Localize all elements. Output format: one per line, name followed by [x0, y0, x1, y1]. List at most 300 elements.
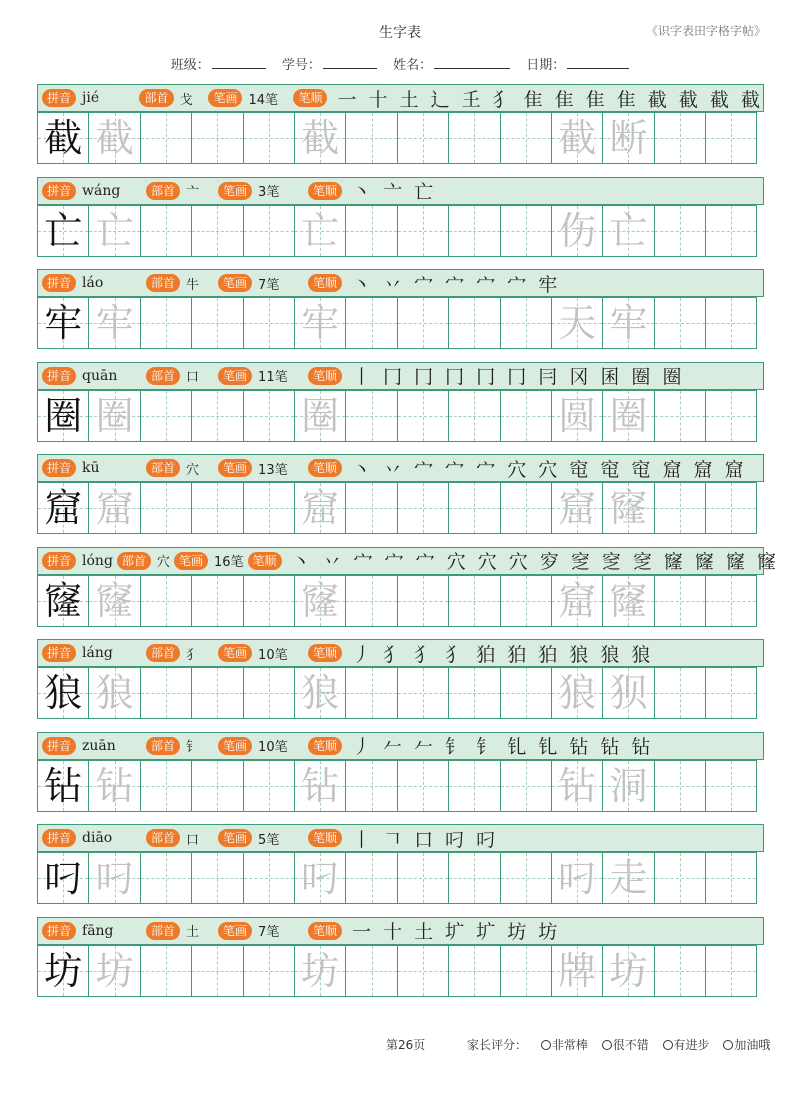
word-character-1: 狼	[558, 671, 597, 715]
blank-practice-cell[interactable]	[655, 297, 706, 349]
character-info-header	[37, 639, 764, 667]
blank-practice-cell[interactable]	[346, 482, 397, 534]
word-character-2: 走	[609, 856, 648, 900]
practice-cell[interactable]	[552, 482, 603, 534]
character-info-header	[37, 824, 764, 852]
radical-label: 部首	[139, 89, 173, 107]
name-field[interactable]	[393, 58, 510, 73]
parent-rating-label: 家长评分：	[467, 1038, 528, 1052]
character-info-header	[37, 177, 764, 205]
practice-cell[interactable]	[295, 112, 346, 164]
word-character-2: 圈	[609, 393, 648, 438]
blank-practice-cell[interactable]	[346, 945, 397, 997]
practice-cell[interactable]	[552, 945, 603, 997]
strokes-label: 笔画	[218, 644, 252, 662]
practice-cell[interactable]	[603, 482, 654, 534]
blank-practice-cell[interactable]	[398, 482, 449, 534]
pinyin-value: lóng	[82, 552, 113, 569]
blank-practice-cell[interactable]	[655, 482, 706, 534]
blank-practice-cell[interactable]	[449, 667, 500, 719]
practice-cell[interactable]	[552, 205, 603, 257]
blank-practice-cell[interactable]	[655, 205, 706, 257]
word-character-2: 亡	[609, 208, 648, 253]
strokes-label: 笔画	[218, 459, 252, 477]
stroke-order-sequence: 一 十 土 ⻌ 𡈼 ⺨ 隹 隹 隹 隹 截 截 截 截	[337, 88, 763, 111]
stroke-order-sequence: 丶 亠 亡	[352, 181, 437, 203]
blank-practice-cell[interactable]	[398, 945, 449, 997]
stroke-order-label: 笔顺	[293, 89, 327, 107]
blank-practice-cell[interactable]	[706, 482, 757, 534]
blank-practice-cell[interactable]	[655, 852, 706, 904]
practice-cell[interactable]	[89, 297, 140, 349]
radical-label: 部首	[146, 274, 180, 292]
practice-cell[interactable]	[603, 760, 654, 812]
practice-cell[interactable]	[38, 205, 89, 257]
word-character-2: 狈	[609, 671, 648, 715]
trace-character: 窟	[301, 486, 340, 530]
blank-practice-cell[interactable]	[449, 482, 500, 534]
model-character: 亡	[44, 208, 83, 253]
word-character-1: 窟	[558, 578, 597, 623]
character-info-header	[37, 547, 780, 575]
model-character: 窿	[44, 578, 83, 623]
practice-cell[interactable]	[603, 852, 654, 904]
practice-cell[interactable]	[552, 760, 603, 812]
model-character: 圈	[44, 393, 83, 438]
stroke-count-value: 11笔	[258, 370, 288, 385]
blank-practice-cell[interactable]	[346, 852, 397, 904]
practice-cell[interactable]	[38, 482, 89, 534]
tian-zi-ge-grid	[37, 852, 765, 904]
rating-option-good[interactable]	[602, 1038, 649, 1052]
practice-cell[interactable]	[552, 667, 603, 719]
blank-practice-cell[interactable]	[192, 297, 243, 349]
stroke-count-value: 3笔	[258, 185, 280, 200]
blank-practice-cell[interactable]	[398, 297, 449, 349]
class-field[interactable]	[171, 58, 266, 73]
blank-practice-cell[interactable]	[244, 760, 295, 812]
trace-character: 截	[95, 116, 134, 160]
blank-practice-cell[interactable]	[141, 575, 192, 627]
blank-practice-cell[interactable]	[244, 575, 295, 627]
blank-practice-cell[interactable]	[706, 667, 757, 719]
blank-practice-cell[interactable]	[706, 760, 757, 812]
strokes-label: 笔画	[208, 89, 242, 107]
stroke-order-sequence: 丶 丷 宀 宀 宀 穴 穴 窀 窀 窀 窟 窟 窟	[352, 458, 747, 481]
blank-practice-cell[interactable]	[346, 297, 397, 349]
practice-cell[interactable]	[603, 667, 654, 719]
word-character-1: 天	[558, 301, 597, 345]
character-info-header	[37, 454, 764, 482]
blank-practice-cell[interactable]	[192, 667, 243, 719]
blank-practice-cell[interactable]	[655, 760, 706, 812]
pinyin-label: 拼音	[42, 922, 76, 940]
trace-character: 亡	[95, 208, 134, 253]
rating-circle-icon[interactable]	[541, 1040, 551, 1050]
stroke-count-value: 7笔	[258, 925, 280, 940]
trace-character: 钻	[95, 763, 134, 808]
practice-cell[interactable]	[38, 760, 89, 812]
blank-practice-cell[interactable]	[706, 945, 757, 997]
blank-practice-cell[interactable]	[141, 482, 192, 534]
practice-cell[interactable]	[295, 297, 346, 349]
blank-practice-cell[interactable]	[501, 575, 552, 627]
radical-value: 口	[186, 370, 200, 385]
pinyin-label: 拼音	[42, 89, 76, 107]
radical-label: 部首	[146, 182, 180, 200]
trace-character: 狼	[95, 671, 134, 715]
blank-practice-cell[interactable]	[501, 205, 552, 257]
blank-practice-cell[interactable]	[141, 205, 192, 257]
blank-practice-cell[interactable]	[501, 852, 552, 904]
blank-practice-cell[interactable]	[244, 852, 295, 904]
blank-practice-cell[interactable]	[501, 945, 552, 997]
character-info-header	[37, 84, 764, 112]
word-character-2: 窿	[609, 486, 648, 530]
radical-value: 戈	[179, 92, 193, 108]
practice-cell[interactable]	[603, 205, 654, 257]
word-character-1: 伤	[558, 208, 597, 253]
practice-cell[interactable]	[38, 112, 89, 164]
tian-zi-ge-grid	[37, 575, 765, 627]
practice-cell[interactable]	[89, 575, 140, 627]
blank-practice-cell[interactable]	[706, 205, 757, 257]
pinyin-value: quān	[82, 367, 118, 384]
rating-option-keep-going[interactable]	[723, 1038, 770, 1052]
blank-practice-cell[interactable]	[398, 112, 449, 164]
word-character-1: 圆	[558, 393, 597, 438]
word-character-2: 断	[609, 116, 648, 160]
blank-practice-cell[interactable]	[244, 390, 295, 442]
blank-practice-cell[interactable]	[141, 112, 192, 164]
practice-cell[interactable]	[38, 390, 89, 442]
practice-cell[interactable]	[38, 852, 89, 904]
pinyin-label: 拼音	[42, 552, 76, 570]
rating-circle-icon[interactable]	[602, 1040, 612, 1050]
trace-character: 圈	[301, 393, 340, 438]
blank-practice-cell[interactable]	[141, 667, 192, 719]
book-title-tag: 《识字表田字格字帖》	[645, 24, 766, 38]
blank-practice-cell[interactable]	[706, 112, 757, 164]
strokes-label: 笔画	[218, 182, 252, 200]
trace-character: 窟	[95, 486, 134, 530]
blank-practice-cell[interactable]	[501, 760, 552, 812]
blank-practice-cell[interactable]	[141, 852, 192, 904]
stroke-order-label: 笔顺	[308, 922, 342, 940]
blank-practice-cell[interactable]	[192, 482, 243, 534]
radical-label: 部首	[146, 367, 180, 385]
practice-cell[interactable]	[89, 852, 140, 904]
blank-practice-cell[interactable]	[706, 297, 757, 349]
practice-cell[interactable]	[603, 945, 654, 997]
practice-cell[interactable]	[603, 575, 654, 627]
practice-cell[interactable]	[89, 945, 140, 997]
blank-practice-cell[interactable]	[501, 482, 552, 534]
blank-practice-cell[interactable]	[449, 297, 500, 349]
blank-practice-cell[interactable]	[449, 390, 500, 442]
practice-cell[interactable]	[295, 575, 346, 627]
blank-practice-cell[interactable]	[192, 760, 243, 812]
stroke-order-label: 笔顺	[308, 737, 342, 755]
blank-practice-cell[interactable]	[398, 667, 449, 719]
trace-character: 牢	[301, 301, 340, 345]
blank-practice-cell[interactable]	[501, 112, 552, 164]
student-info-line	[0, 54, 800, 73]
stroke-count-value: 7笔	[258, 277, 280, 293]
rating-option-excellent[interactable]	[541, 1038, 588, 1052]
practice-cell[interactable]	[552, 852, 603, 904]
blank-practice-cell[interactable]	[192, 945, 243, 997]
stroke-order-label: 笔顺	[248, 552, 282, 570]
trace-character: 圈	[95, 393, 134, 438]
radical-value: 穴	[186, 462, 200, 478]
practice-cell[interactable]	[295, 852, 346, 904]
blank-practice-cell[interactable]	[449, 112, 500, 164]
trace-character: 狼	[301, 671, 340, 715]
trace-character: 截	[301, 116, 340, 160]
practice-cell[interactable]	[295, 205, 346, 257]
stroke-order-label: 笔顺	[308, 459, 342, 477]
name-label: 姓名：	[393, 58, 433, 73]
class-label: 班级：	[170, 58, 210, 73]
blank-practice-cell[interactable]	[655, 390, 706, 442]
blank-practice-cell[interactable]	[192, 390, 243, 442]
blank-practice-cell[interactable]	[346, 667, 397, 719]
tian-zi-ge-grid	[37, 297, 765, 349]
stroke-order-sequence: 丨 冂 冂 冂 冂 冂 冃 冈 囷 圈 圈	[352, 366, 685, 388]
stroke-order-label: 笔顺	[308, 367, 342, 385]
trace-character: 叼	[301, 856, 340, 900]
practice-cell[interactable]	[603, 297, 654, 349]
rating-circle-icon[interactable]	[663, 1040, 673, 1050]
rating-option-label: 很不错	[612, 1038, 649, 1052]
practice-cell[interactable]	[295, 482, 346, 534]
practice-cell[interactable]	[89, 112, 140, 164]
strokes-label: 笔画	[218, 274, 252, 292]
radical-value: 钅	[186, 740, 200, 755]
trace-character: 叼	[95, 856, 134, 900]
strokes-label: 笔画	[174, 552, 208, 570]
rating-option-label: 加油哦	[734, 1038, 771, 1052]
strokes-label: 笔画	[218, 922, 252, 940]
practice-cell[interactable]	[89, 390, 140, 442]
practice-cell[interactable]	[89, 482, 140, 534]
blank-practice-cell[interactable]	[244, 945, 295, 997]
stroke-order-label: 笔顺	[308, 182, 342, 200]
stroke-count-value: 10笔	[258, 647, 288, 663]
blank-practice-cell[interactable]	[449, 205, 500, 257]
blank-practice-cell[interactable]	[141, 760, 192, 812]
radical-value: 亠	[186, 185, 200, 200]
tian-zi-ge-grid	[37, 112, 765, 164]
blank-practice-cell[interactable]	[192, 112, 243, 164]
model-character: 狼	[44, 671, 83, 715]
rating-circle-icon[interactable]	[723, 1040, 733, 1050]
model-character: 窟	[44, 486, 83, 530]
radical-label: 部首	[146, 922, 180, 940]
stroke-order-sequence: 丿 𠂉 𠂉 钅 钅 钆 钆 钻 钻 钻	[352, 736, 654, 758]
trace-character: 窿	[301, 578, 340, 623]
trace-character: 牢	[95, 301, 134, 345]
blank-practice-cell[interactable]	[398, 575, 449, 627]
blank-practice-cell[interactable]	[244, 667, 295, 719]
character-info-header	[37, 269, 764, 297]
radical-value: 土	[186, 925, 200, 940]
pinyin-label: 拼音	[42, 644, 76, 662]
pinyin-value: láo	[82, 275, 104, 291]
character-info-header	[37, 917, 764, 945]
pinyin-label: 拼音	[42, 367, 76, 385]
pinyin-label: 拼音	[42, 459, 76, 477]
character-info-header	[37, 362, 764, 390]
word-character-1: 截	[558, 116, 597, 160]
radical-label: 部首	[146, 737, 180, 755]
blank-practice-cell[interactable]	[706, 575, 757, 627]
pinyin-value: zuān	[82, 737, 116, 754]
student-number-blank[interactable]	[323, 56, 377, 69]
pinyin-label: 拼音	[42, 829, 76, 847]
practice-cell[interactable]	[603, 112, 654, 164]
blank-practice-cell[interactable]	[655, 575, 706, 627]
model-character: 坊	[44, 948, 83, 993]
radical-label: 部首	[146, 459, 180, 477]
blank-practice-cell[interactable]	[501, 667, 552, 719]
rating-option-improving[interactable]	[663, 1038, 710, 1052]
blank-practice-cell[interactable]	[346, 390, 397, 442]
blank-practice-cell[interactable]	[244, 205, 295, 257]
tian-zi-ge-grid	[37, 390, 765, 442]
stroke-count-value: 13笔	[258, 462, 288, 478]
practice-cell[interactable]	[552, 112, 603, 164]
tian-zi-ge-grid	[37, 945, 765, 997]
practice-cell[interactable]	[295, 760, 346, 812]
character-info-header	[37, 732, 764, 760]
blank-practice-cell[interactable]	[244, 297, 295, 349]
practice-cell[interactable]	[603, 390, 654, 442]
strokes-label: 笔画	[218, 367, 252, 385]
blank-practice-cell[interactable]	[141, 297, 192, 349]
name-blank[interactable]	[434, 56, 510, 69]
trace-character: 坊	[301, 948, 340, 993]
blank-practice-cell[interactable]	[398, 205, 449, 257]
date-blank[interactable]	[567, 56, 629, 69]
pinyin-value: fāng	[82, 922, 114, 939]
blank-practice-cell[interactable]	[398, 760, 449, 812]
blank-practice-cell[interactable]	[501, 390, 552, 442]
blank-practice-cell[interactable]	[192, 205, 243, 257]
pinyin-value: jié	[82, 90, 100, 106]
model-character: 钻	[44, 763, 83, 808]
tian-zi-ge-grid	[37, 205, 765, 257]
stroke-order-sequence: 一 十 土 圹 圹 坊 坊	[352, 921, 561, 943]
practice-cell[interactable]	[295, 945, 346, 997]
blank-practice-cell[interactable]	[398, 390, 449, 442]
rating-option-label: 非常棒	[551, 1038, 588, 1052]
word-character-1: 钻	[558, 763, 597, 808]
stroke-count-value: 10笔	[258, 740, 288, 755]
blank-practice-cell[interactable]	[706, 852, 757, 904]
date-field[interactable]	[526, 58, 629, 73]
blank-practice-cell[interactable]	[244, 482, 295, 534]
blank-practice-cell[interactable]	[346, 575, 397, 627]
pinyin-label: 拼音	[42, 274, 76, 292]
stroke-order-sequence: 丨 𠃍 口 叼 叼	[352, 828, 499, 851]
date-label: 日期：	[526, 58, 566, 73]
stroke-order-sequence: 丿 犭 犭 犭 狛 狛 狛 狼 狼 狼	[352, 643, 654, 666]
practice-cell[interactable]	[552, 390, 603, 442]
stroke-order-label: 笔顺	[308, 829, 342, 847]
practice-cell[interactable]	[38, 575, 89, 627]
blank-practice-cell[interactable]	[141, 945, 192, 997]
blank-practice-cell[interactable]	[244, 112, 295, 164]
stroke-order-sequence: 丶 丷 宀 宀 宀 穴 穴 穴 穸 窆 窆 窆 窿 窿 窿 窿	[291, 551, 780, 573]
student-number-field[interactable]	[282, 58, 377, 73]
trace-character: 坊	[95, 948, 134, 993]
blank-practice-cell[interactable]	[655, 945, 706, 997]
blank-practice-cell[interactable]	[655, 112, 706, 164]
word-character-2: 洞	[609, 763, 648, 808]
pinyin-label: 拼音	[42, 182, 76, 200]
page-title: 生字表	[379, 25, 421, 41]
stroke-count-value: 14笔	[248, 92, 279, 108]
trace-character: 窿	[95, 578, 134, 623]
practice-cell[interactable]	[89, 205, 140, 257]
tian-zi-ge-grid	[37, 760, 765, 812]
blank-practice-cell[interactable]	[346, 205, 397, 257]
blank-practice-cell[interactable]	[655, 667, 706, 719]
blank-practice-cell[interactable]	[192, 852, 243, 904]
blank-practice-cell[interactable]	[706, 390, 757, 442]
pinyin-value: wáng	[82, 182, 121, 199]
blank-practice-cell[interactable]	[346, 112, 397, 164]
page-number: 第26页	[386, 1038, 426, 1052]
practice-cell[interactable]	[295, 667, 346, 719]
tian-zi-ge-grid	[37, 667, 765, 719]
practice-cell[interactable]	[89, 760, 140, 812]
pinyin-label: 拼音	[42, 737, 76, 755]
model-character: 叼	[44, 856, 83, 900]
practice-cell[interactable]	[38, 945, 89, 997]
pinyin-value: láng	[82, 645, 113, 661]
practice-cell[interactable]	[295, 390, 346, 442]
radical-label: 部首	[146, 644, 180, 662]
class-blank[interactable]	[212, 56, 266, 69]
blank-practice-cell[interactable]	[449, 852, 500, 904]
trace-character: 钻	[301, 763, 340, 808]
blank-practice-cell[interactable]	[449, 760, 500, 812]
blank-practice-cell[interactable]	[346, 760, 397, 812]
word-character-2: 坊	[609, 948, 648, 993]
tian-zi-ge-grid	[37, 482, 765, 534]
blank-practice-cell[interactable]	[192, 575, 243, 627]
stroke-order-label: 笔顺	[308, 274, 342, 292]
blank-practice-cell[interactable]	[141, 390, 192, 442]
parent-rating	[467, 1036, 770, 1053]
blank-practice-cell[interactable]	[449, 945, 500, 997]
practice-cell[interactable]	[38, 297, 89, 349]
practice-cell[interactable]	[552, 575, 603, 627]
practice-cell[interactable]	[89, 667, 140, 719]
practice-cell[interactable]	[552, 297, 603, 349]
blank-practice-cell[interactable]	[398, 852, 449, 904]
stroke-count-value: 5笔	[258, 832, 280, 848]
pinyin-value: diāo	[82, 830, 113, 846]
blank-practice-cell[interactable]	[501, 297, 552, 349]
radical-value: 穴	[156, 555, 170, 570]
practice-cell[interactable]	[38, 667, 89, 719]
radical-value: 牛	[186, 277, 200, 293]
blank-practice-cell[interactable]	[449, 575, 500, 627]
